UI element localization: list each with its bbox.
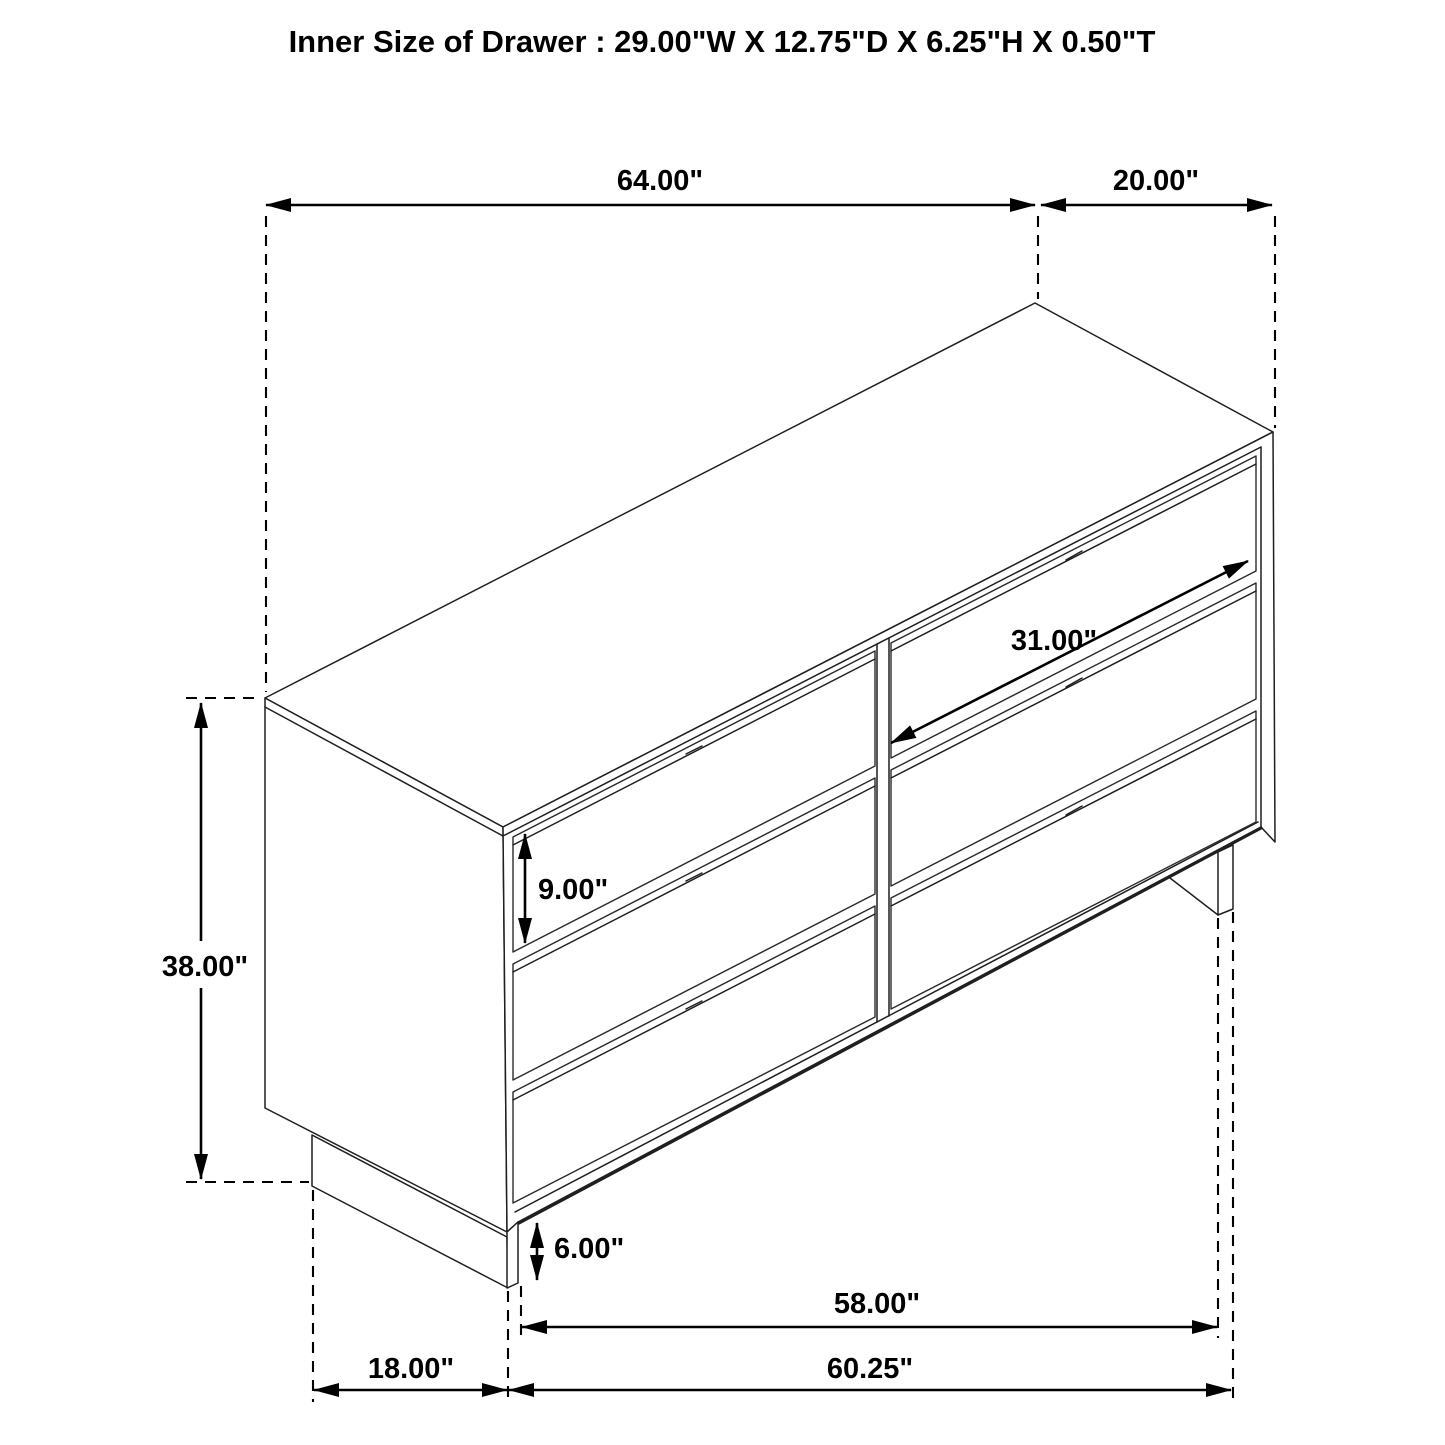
dimension-label-base-inner-width: 58.00" bbox=[833, 1288, 921, 1320]
dimension-label-overall-height: 38.00" bbox=[161, 951, 249, 983]
dimension-label-top-depth: 20.00" bbox=[1112, 165, 1200, 197]
leg-front-face bbox=[1218, 845, 1233, 915]
dimension-label-base-height: 6.00" bbox=[554, 1233, 625, 1265]
dimension-label-drawer-front-height: 9.00" bbox=[538, 874, 609, 906]
dimension-label-top-width: 64.00" bbox=[616, 165, 704, 197]
dresser-structure bbox=[265, 303, 1275, 1288]
leg-side-taper-line bbox=[1170, 878, 1218, 915]
dimension-label-drawer-width: 31.00" bbox=[1010, 625, 1098, 657]
diagram-title: Inner Size of Drawer : 29.00"W X 12.75"D X 6.25"H X 0.50"T bbox=[288, 24, 1156, 59]
base-front-corner bbox=[507, 1222, 518, 1288]
dimension-label-base-outer-width: 60.25" bbox=[826, 1353, 914, 1385]
dimension-label-base-side-depth: 18.00" bbox=[367, 1353, 455, 1385]
